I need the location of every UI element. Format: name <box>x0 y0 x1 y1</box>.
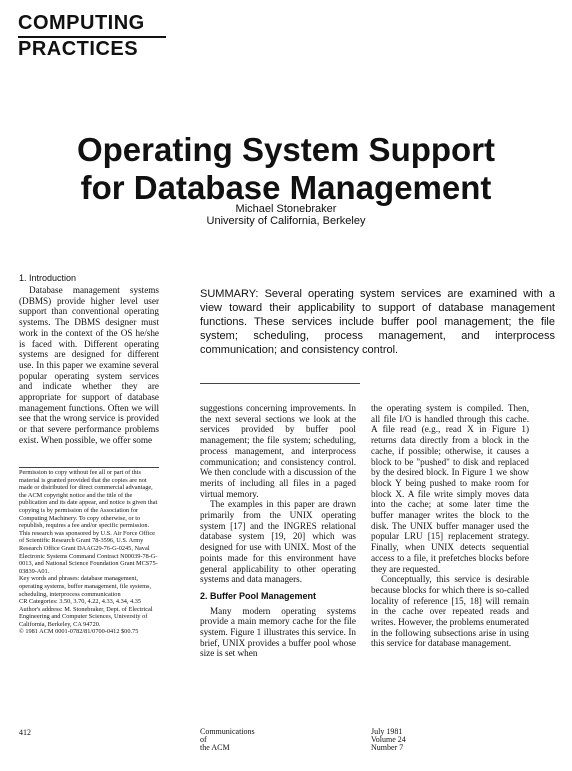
col2-buffer-paragraph: Many modern operating systems provide a main memory cache for the file system. Figure 1 illustrates this service. In brief, UNIX provides a buffer pool whose size is set when <box>200 605 356 659</box>
journal-line-2: of <box>200 735 207 744</box>
section-label-practices: PRACTICES <box>18 38 139 60</box>
footnotes <box>19 469 159 636</box>
issue-line-1: July 1981 <box>371 727 403 736</box>
footnote-keywords: Key words and phrases: database management, operating systems, buffer management, file systems, scheduling, interprocess communication <box>19 575 152 598</box>
footnote-permission: Permission to copy without fee all or part of this material is granted provided that the copies are not made or distributed for direct commercial advantage, the ACM copyright notice and the title of the publication and its date appear, and notice is given that copying is by permission of the Association for Computing Machinery. To copy otherwise, or to republish, requires a fee and/or specific permission. <box>19 469 158 530</box>
col3-paragraph: the operating system is compiled. Then, all file I/O is handled through this cache. A file read (e.g., read X in Figure 1) returns data directly from a block in the cache, if possible; otherwise, it causes a block to be "pushed" to disk and replaced by the desired block. In Figure 1 we show block Y being pushed to make room for block X. A file write simply moves data into the cache; at some later time the buffer manager writes the block to the disk. The UNIX buffer manager used the popular LRU [15] replacement strategy. Finally, when UNIX detects sequential access to a file, it prefetches blocks before they are requested. <box>371 403 529 574</box>
col3-paragraph: Conceptually, this service is desirable because blocks for which there is so-called locality of reference [15, 18] will remain in the cache over repeated reads and writes. However, the problems enumerated in the following subsections arise in using this service for database management. <box>371 574 529 649</box>
column-3 <box>371 403 529 649</box>
section-label-computing: COMPUTING <box>18 12 145 34</box>
footnote-address: Author's address: M. Stonebraker, Dept. of Electrical Engineering and Computer Sciences, University of California, Berkeley, CA 94720. <box>19 605 153 628</box>
journal-line-1: Communications <box>200 727 255 736</box>
footnote-rule <box>19 467 159 468</box>
column-2 <box>200 403 356 659</box>
author-affiliation: University of California, Berkeley <box>206 215 366 227</box>
column-1 <box>19 285 159 446</box>
intro-paragraph: Database management systems (DBMS) provide higher level user support than conventional operating systems. The DBMS designer must work in the context of the OS he/she is faced with. Different operating systems are designed for different use. In this paper we examine several popular operating system services and indicate whether they are appropriate for support of database management functions. Often we will see that the wrong service is provided or that severe performance problems exist. When possible, we offer some <box>19 285 159 445</box>
title-line-1: Operating System Support <box>76 131 496 168</box>
intro-heading: 1. Introduction <box>19 273 77 283</box>
journal-line-3: the ACM <box>200 743 230 752</box>
issue-info <box>371 728 406 752</box>
col2-paragraph: The examples in this paper are drawn primarily from the UNIX operating system [17] and the INGRES relational database system [19, 20] which was designed for use with UNIX. Most of the points made for this environment have general applicability to other operating systems and data managers. <box>200 499 356 585</box>
article-title <box>20 131 552 207</box>
footnote-categories: CR Categories: 3.50, 3.70, 4.22, 4.33, 4.34, 4.35 <box>19 598 142 606</box>
title-line-2: for Database Management <box>80 169 492 206</box>
summary-box: SUMMARY: Several operating system services are examined with a view toward their applicability to support of database management functions. These services include buffer pool management; the file system; scheduling, process management, and interprocess communication; and consistency control. <box>200 288 555 356</box>
col2-paragraph: suggestions concerning improvements. In the next several sections we look at the services provided by buffer pool management; the file system; scheduling, process management, and interprocess communication; and consistency control. We then conclude with a discussion of the merits of including all files in a paged virtual memory. <box>200 403 356 499</box>
issue-line-2: Volume 24 <box>371 735 406 744</box>
journal-name <box>200 728 255 752</box>
buffer-heading: 2. Buffer Pool Management <box>200 590 317 601</box>
footnote-copyright: © 1981 ACM 0001-0782/81/0700-0412 $00.75 <box>19 628 139 636</box>
issue-line-3: Number 7 <box>371 743 404 752</box>
footnote-sponsor: This research was sponsored by U.S. Air Force Office of Scientific Research Grant 78-3596, U.S. Army Research Office Grant DAAG29-76-G-0245, Naval Electronic Systems Command Contract N00039-78-G-0013, and National Science Foundation Grant MCS75-03839-A01. <box>19 529 158 575</box>
summary-rule <box>200 383 360 384</box>
page-number: 412 <box>19 728 31 737</box>
author-name: Michael Stonebraker <box>235 203 337 215</box>
